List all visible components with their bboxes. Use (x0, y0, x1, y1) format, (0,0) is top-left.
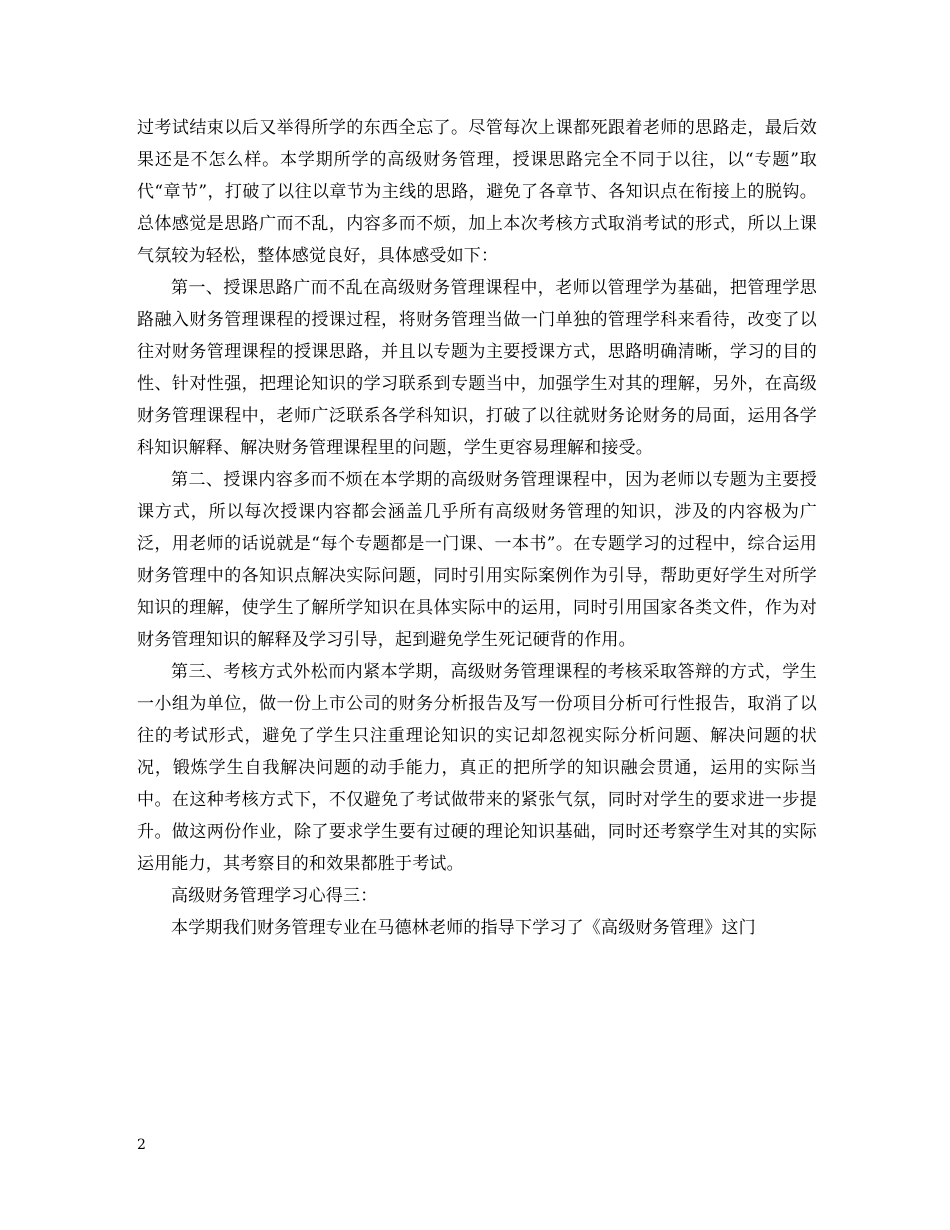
paragraph-point-three: 第三、考核方式外松而内紧本学期，高级财务管理课程的考核采取答辩的方式，学生一小组为单位，做一份上市公司的财务分析报告及写一份项目分析可行性报告，取消了以往的考试形式，避免了学生只注重理论知识的实记却忽视实际分析问题、解决问题的状况，锻炼学生自我解决问题的动手能力，真正的把所学的知识融会贯通，运用的实际当中。在这种考核方式下，不仅避免了考试做带来的紧张气氛，同时对学生的要求进一步提升。做这两份作业，除了要求学生要有过硬的理论知识基础，同时还考察学生对其的实际运用能力，其考察目的和效果都胜于考试。 (137, 662, 817, 874)
paragraph-intro-continued: 过考试结束以后又举得所学的东西全忘了。尽管每次上课都死跟着老师的思路走，最后效果还是不怎么样。本学期所学的高级财务管理，授课思路完全不同于以往，以“专题”取代“章节”，打破了以往以章节为主线的思路，避免了各章节、各知识点在衔接上的脱钩。总体感觉是思路广而不乱，内容多而不烦，加上本次考核方式取消考试的形式，所以上课气氛较为轻松，整体感觉良好，具体感受如下： (137, 118, 817, 266)
page-number: 2 (137, 1137, 146, 1153)
paragraph-point-one: 第一、授课思路广而不乱在高级财务管理课程中，老师以管理学为基础，把管理学思路融入财务管理课程的授课过程，将财务管理当做一门单独的管理学科来看待，改变了以往对财务管理课程的授课思路，并且以专题为主要授课方式，思路明确清晰，学习的目的性、针对性强，把理论知识的学习联系到专题当中，加强学生对其的理解，另外，在高级财务管理课程中，老师广泛联系各学科知识，打破了以往就财务论财务的局面，运用各学科知识解释、解决财务管理课程里的问题，学生更容易理解和接受。 (137, 278, 817, 458)
paragraph-point-two: 第二、授课内容多而不烦在本学期的高级财务管理课程中，因为老师以专题为主要授课方式，所以每次授课内容都会涵盖几乎所有高级财务管理的知识，涉及的内容极为广泛，用老师的话说就是“每个专题都是一门课、一本书”。在专题学习的过程中，综合运用财务管理中的各知识点解决实际问题，同时引用实际案例作为引导，帮助更好学生对所学知识的理解，使学生了解所学知识在具体实际中的运用，同时引用国家各类文件，作为对财务管理知识的解释及学习引导，起到避免学生死记硬背的作用。 (137, 470, 817, 650)
section-heading-third-reflection: 高级财务管理学习心得三： (171, 886, 378, 906)
document-body (137, 112, 817, 944)
paragraph-third-reflection-start: 本学期我们财务管理专业在马德林老师的指导下学习了《高级财务管理》这门 (171, 918, 756, 938)
